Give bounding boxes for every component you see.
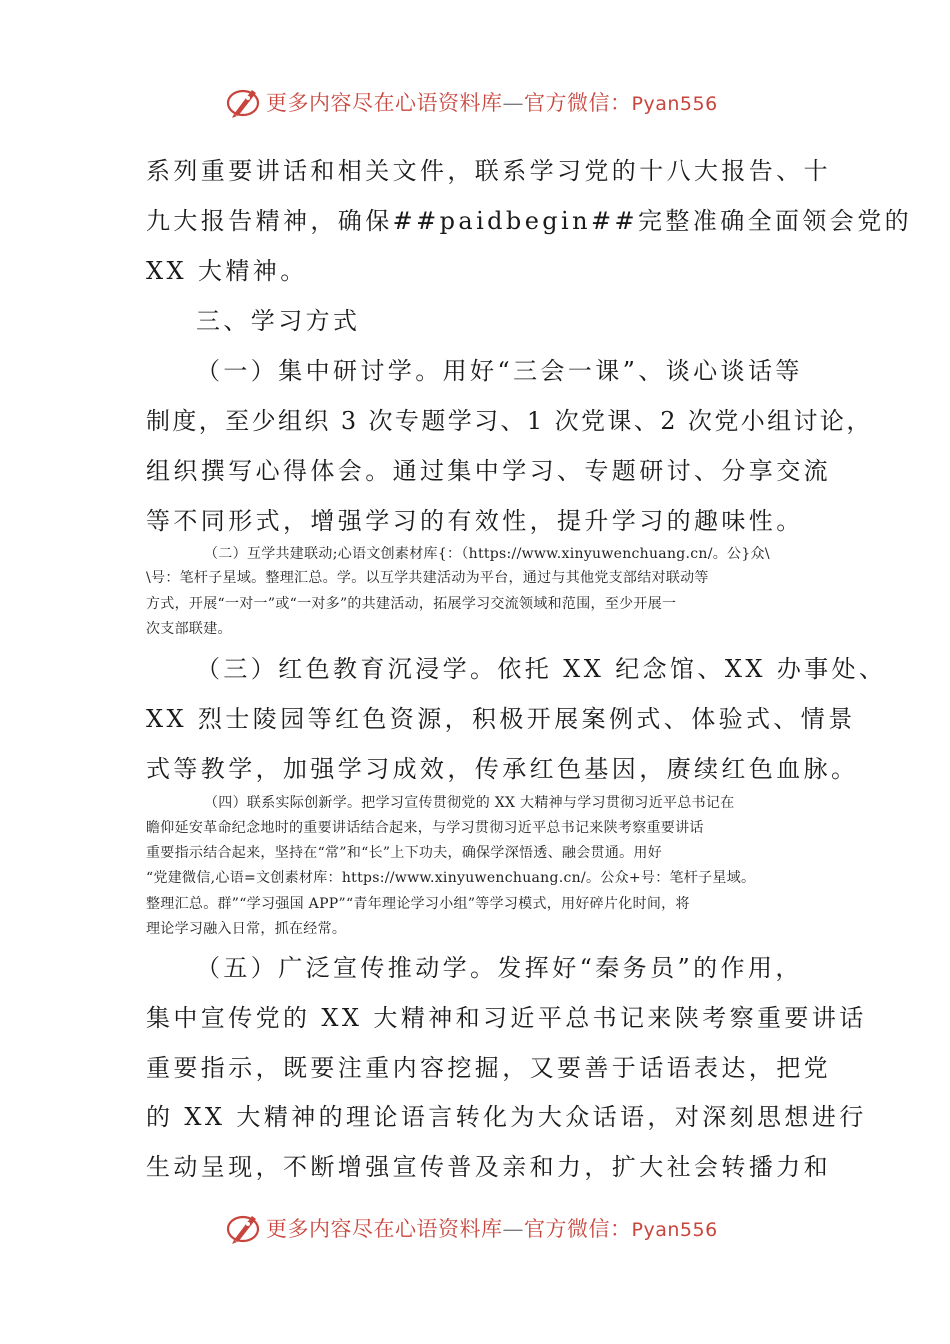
small-text-line: “党建微信,心语=文创素材库：https://www.xinyuwenchuang.cn/。公众+号：笔杆子星域。 [146, 870, 756, 886]
header-suffix: 官方微信： [524, 91, 632, 115]
footer-handle: Pyan556 [631, 1219, 718, 1241]
small-text-line: 整理汇总。群”“学习强国 APP”“青年理论学习小组”等学习模式，用好碎片化时间，将 [146, 896, 690, 912]
header-separator: — [502, 91, 524, 115]
small-text-line: （二）互学共建联动;心语文创素材库{：（https://www.xinyuwenchuang.cn/。公}众\ [204, 546, 770, 562]
text-line: 制度，至少组织 3 次专题学习、1 次党课、2 次党小组讨论， [146, 407, 873, 435]
small-text-line: 理论学习融入日常，抓在经常。 [146, 921, 347, 937]
footer-banner [0, 1210, 950, 1250]
header-text: 更多内容尽在心语资料库 [266, 91, 503, 115]
paragraph-heading: （三）红色教育沉浸学。依托 XX 纪念馆、XX 办事处、 [196, 655, 887, 683]
text-line: 集中宣传党的 XX 大精神和习近平总书记来陕考察重要讲话 [146, 1004, 867, 1032]
paragraph-heading: （一）集中研讨学。用好“三会一课”、谈心谈话等 [196, 357, 803, 385]
text-line: 式等教学，加强学习成效，传承红色基因，赓续红色血脉。 [146, 755, 859, 783]
footer-suffix: 官方微信： [524, 1217, 632, 1241]
small-text-line: （四）联系实际创新学。把学习宣传贯彻党的 XX 大精神与学习贯彻习近平总书记在 [204, 795, 735, 811]
text-line: 九大报告精神，确保##paidbegin##完整准确全面领会党的 [146, 207, 913, 235]
small-text-line: 方式，开展“一对一”或“一对多”的共建活动，拓展学习交流领域和范围，至少开展一 [146, 596, 677, 612]
small-text-line: 瞻仰延安革命纪念地时的重要讲话结合起来，与学习贯彻习近平总书记来陕考察重要讲话 [146, 820, 704, 836]
text-line: 重要指示，既要注重内容挖掘，又要善于话语表达，把党 [146, 1054, 831, 1082]
text-line: XX 烈士陵园等红色资源，积极开展案例式、体验式、情景 [146, 705, 856, 733]
text-line: 系列重要讲话和相关文件，联系学习党的十八大报告、十 [146, 157, 831, 185]
small-text-line: \号：笔杆子星域。整理汇总。学。以互学共建活动为平台，通过与其他党支部结对联动等 [146, 570, 709, 586]
footer-separator: — [502, 1217, 524, 1241]
text-line: XX 大精神。 [146, 257, 308, 285]
text-line: 的 XX 大精神的理论语言转化为大众话语，对深刻思想进行 [146, 1103, 867, 1131]
small-text-line: 次支部联建。 [146, 621, 232, 637]
quill-pen-icon [226, 84, 262, 120]
header-banner [0, 84, 950, 124]
small-text-line: 重要指示结合起来，坚持在“常”和“长”上下功夫，确保学深悟透、融会贯通。用好 [146, 845, 663, 861]
footer-title [266, 1216, 718, 1243]
text-line: 等不同形式，增强学习的有效性，提升学习的趣味性。 [146, 507, 804, 535]
quill-pen-icon [226, 1210, 262, 1246]
footer-text: 更多内容尽在心语资料库 [266, 1217, 503, 1241]
section-heading: 三、学习方式 [196, 307, 361, 335]
text-line: 生动呈现，不断增强宣传普及亲和力，扩大社会转播力和 [146, 1153, 831, 1181]
header-handle: Pyan556 [631, 93, 718, 115]
paragraph-heading: （五）广泛宣传推动学。发挥好“秦务员”的作用， [196, 954, 803, 982]
header-title [266, 90, 718, 117]
text-line: 组织撰写心得体会。通过集中学习、专题研讨、分享交流 [146, 457, 831, 485]
